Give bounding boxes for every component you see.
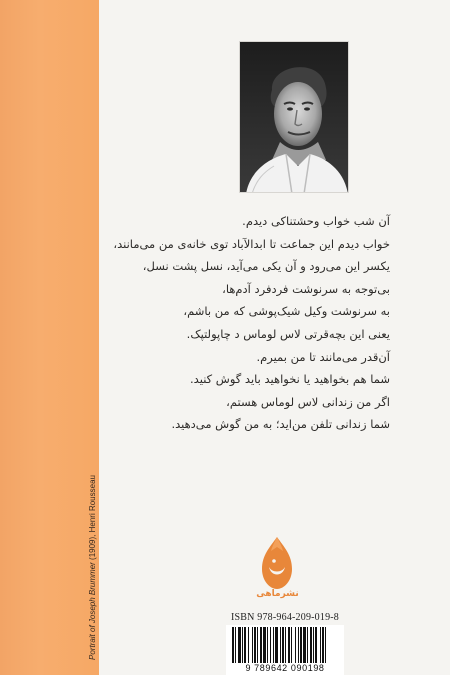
poem-line: شما زندانی تلفن من‌اید؛ به من گوش می‌دهید. — [171, 417, 390, 432]
cover-art-credit — [88, 475, 97, 660]
poem-line: آن‌قدر می‌مانند تا من بمیرم. — [256, 349, 390, 364]
poem-line: خواب دیدم این جماعت تا ابدالآباد توی خانه‌ی من می‌مانند، — [113, 236, 390, 251]
poem-line: یعنی این بچه‌قرتی لاس لوماس د چاپولتپک. — [186, 326, 390, 341]
author-portrait — [239, 41, 349, 193]
poem-line: اگر من زندانی لاس لوماس هستم، — [226, 394, 390, 409]
publisher-name: نشرماهی — [256, 589, 299, 599]
credit-title: Portrait of Joseph Brummer — [88, 562, 97, 660]
poem-line: بی‌توجه به سرنوشت فردفرد آدم‌ها، — [222, 281, 390, 296]
poem-line: آن شب خواب وحشتناکی دیدم. — [242, 214, 390, 228]
orange-spine-band — [0, 0, 99, 675]
isbn-label: ISBN 978-964-209-019-8 — [231, 612, 340, 623]
credit-artist: (1909), Henri Rousseau — [88, 475, 97, 563]
poem-line: به سرنوشت وکیل شیک‌پوشی که من باشم، — [183, 304, 390, 319]
poem-line: شما هم بخواهید یا نخواهید باید گوش کنید. — [190, 372, 390, 387]
back-cover-excerpt — [113, 210, 390, 436]
barcode-number: 9 789642 090198 — [226, 663, 344, 673]
poem-line: یکسر این می‌رود و آن یکی می‌آید، نسل پشت نسل، — [142, 259, 390, 274]
fish-logo-icon — [252, 533, 302, 593]
